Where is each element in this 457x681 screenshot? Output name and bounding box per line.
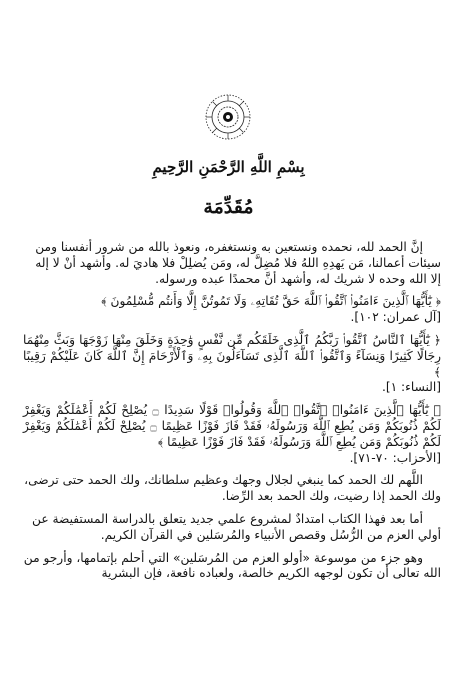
praise-paragraph: اللَّهم لك الحمد كما ينبغي لجلال وجهك وعظيم سلطانك، ولك الحمد حتى ترضى، ولك الحمد إذا رضيت، ولك الحمد بعد الرِّضا. — [24, 473, 441, 504]
encyclopedia-paragraph: وهو جزء من موسوعة «أولو العزم من المُرسَلين» التي أحلم بإتمامها، وأرجو من الله تعالى أن تكون لوجهه الكريم خالصة، ولعباده نافعة، فإن البشرية — [23, 550, 441, 581]
verse-an-nisa: ﴿ يَٰٓأَيُّهَا ٱلنَّاسُ ٱتَّقُوا۟ رَبَّكُمُ ٱلَّذِى خَلَقَكُم مِّن نَّفْسٍ وَٰحِدَةٍ وَخَلَقَ مِنْهَا زَوْجَهَا وَبَثَّ مِنْهُمَا رِجَالًا كَثِيرًا وَنِسَآءً وَٱتَّقُوا۟ ٱللَّهَ ٱلَّذِى تَسَآءَلُونَ بِهِۦ وَٱلْأَرْحَامَ إِنَّ ٱللَّهَ كَانَ عَلَيْكُمْ رَقِيبًا ﴾ — [23, 332, 442, 379]
verse-reference: [النساء: ١]. — [381, 380, 441, 395]
rosette-ornament-icon — [203, 92, 253, 142]
verse-reference: [الأحزاب: ٧٠-٧١]. — [349, 450, 441, 465]
body-text — [23, 240, 441, 582]
verse-reference: [آل عمران: ١٠٢]. — [350, 310, 441, 325]
verse-al-ahzab: ﴿ يَٰٓأَيُّهَا ٱلَّذِينَ ءَامَنُوا۟ ٱتَّقُوا۟ ٱللَّهَ وَقُولُوا۟ قَوْلًا سَدِيدًا ۝ يُصْلِحْ لَكُمْ أَعْمَٰلَكُمْ وَيَغْفِرْ لَكُمْ ذُنُوبَكُمْ وَمَن يُطِعِ ٱللَّهَ وَرَسُولَهُۥ فَقَدْ فَازَ فَوْزًا عَظِيمًا ۝ يُصْلِحْ لَكُمْ أَعْمَٰلَكُمْ وَيَغْفِرْ لَكُمْ ذُنُوبَكُمْ وَمَن يُطِعِ ٱللَّهَ وَرَسُولَهُۥ فَقَدْ فَازَ فَوْزًا عَظِيمًا ﴾ — [23, 403, 441, 449]
purpose-paragraph: أما بعد فهذا الكتاب امتدادٌ لمشروع علمي جديد يتعلق بالدراسة المستفيضة عن أولي العزم من الرُّسُل وقصص الأنبياء والمُرسَلين في القرآن الكريم. — [32, 511, 441, 542]
verse-al-imran: ﴿ يَٰٓأَيُّهَا ٱلَّذِينَ ءَامَنُوا۟ ٱتَّقُوا۟ ٱللَّهَ حَقَّ تُقَاتِهِۦ وَلَا تَمُوتُنَّ إِلَّا وَأَنتُم مُّسْلِمُونَ ﴾ — [101, 294, 441, 309]
basmala: بِسْمِ اللَّهِ الرَّحْمَنِ الرَّحِيمِ — [152, 158, 305, 176]
intro-paragraph: إنَّ الحمد لله، نحمده ونستعين به ونستغفره، ونعوذ بالله من شرور أنفسنا ومن سيئات أعمالنا، مَن يَهدِهِ اللهُ فلا مُضِلَّ له، ومَن يُضلِلْ فلا هاديَ له. وأشهد أنْ لا إله إلا الله وحده لا شريك له، وأشهد أنَّ محمدًا عبده ورسوله. — [35, 240, 441, 286]
page-title: مُقَدِّمَة — [203, 196, 254, 218]
